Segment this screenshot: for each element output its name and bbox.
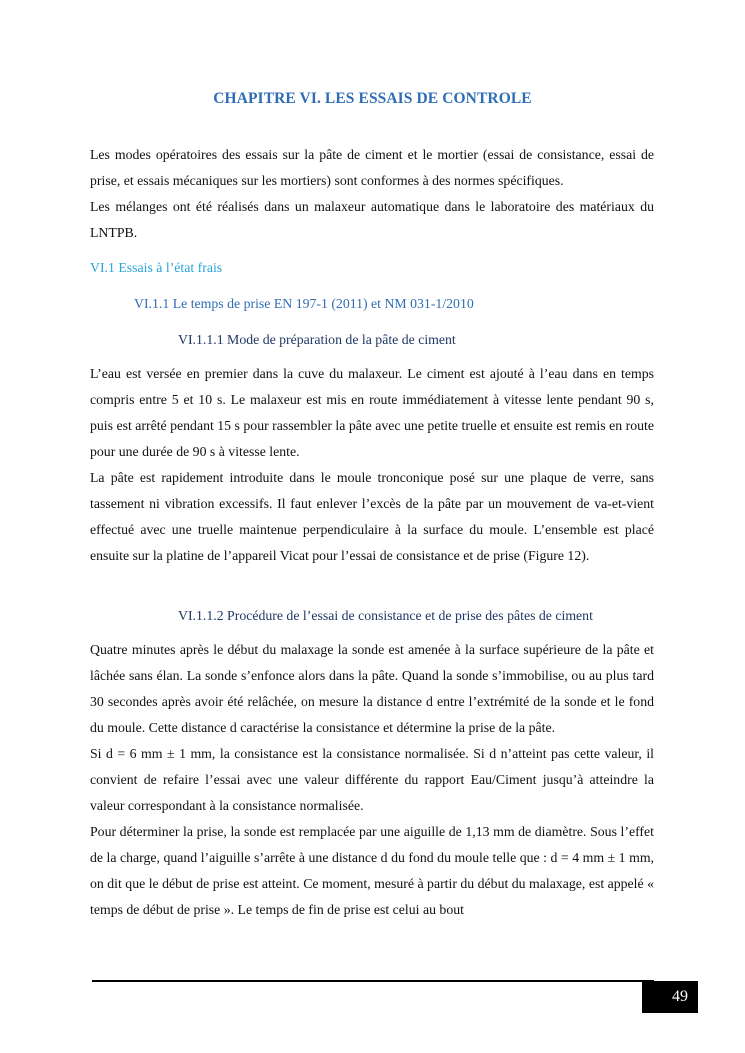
chapter-title: CHAPITRE VI. LES ESSAIS DE CONTROLE [213, 90, 532, 107]
procedure-text [90, 637, 654, 923]
subsection-heading-vi-1-1: VI.1.1 Le temps de prise EN 197-1 (2011) et NM 031-1/2010 [134, 296, 474, 311]
page-number: 49 [642, 981, 698, 1013]
procedure-paragraph-2: Si d = 6 mm ± 1 mm, la consistance est la consistance normalisée. Si d n’atteint pas cette valeur, il convient de refaire l’essai avec une valeur différente du rapport Eau/Ciment jusqu’à atteindre la valeur correspondant à la consistance normalisée. [90, 746, 654, 813]
preparation-text [90, 361, 654, 569]
procedure-paragraph-1: Quatre minutes après le début du malaxage la sonde est amenée à la surface supérieure de la pâte et lâchée sans élan. La sonde s’enfonce alors dans la pâte. Quand la sonde s’immobilise, ou au plus tard 30 secondes après avoir été relâchée, on mesure la distance d entre l’extrémité de la sonde et le fond du moule. Cette distance d caractérise la consistance et détermine la prise de la pâte. [90, 642, 654, 735]
footer-divider [92, 980, 654, 982]
intro-paragraph-1: Les modes opératoires des essais sur la pâte de ciment et le mortier (essai de consistance, essai de prise, et essais mécaniques sur les mortiers) sont conformes à des normes spécifiques. [90, 147, 654, 188]
preparation-paragraph-2: La pâte est rapidement introduite dans le moule tronconique posé sur une plaque de verre, sans tassement ni vibration excessifs. Il faut enlever l’excès de la pâte par un mouvement de va-et-vient effectué avec une truelle maintenue perpendiculaire à la surface du moule. L’ensemble est placé ensuite sur la platine de l’appareil Vicat pour l’essai de consistance et de prise (Figure 12). [90, 470, 654, 563]
preparation-paragraph-1: L’eau est versée en premier dans la cuve du malaxeur. Le ciment est ajouté à l’eau dans en temps compris entre 5 et 10 s. Le malaxeur est mis en route immédiatement à vitesse lente pendant 90 s, puis est arrêté pendant 15 s pour rassembler la pâte avec une petite truelle et ensuite est remis en route pour une durée de 90 s à vitesse lente. [90, 366, 654, 459]
intro-text [90, 142, 654, 246]
part-heading-vi-1-1-2: VI.1.1.2 Procédure de l’essai de consistance et de prise des pâtes de ciment [178, 608, 593, 623]
part-heading-vi-1-1-1: VI.1.1.1 Mode de préparation de la pâte de ciment [178, 332, 456, 347]
procedure-paragraph-3: Pour déterminer la prise, la sonde est remplacée par une aiguille de 1,13 mm de diamètre. Sous l’effet de la charge, quand l’aiguille s’arrête à une distance d du fond du moule telle que : d = 4 mm ± 1 mm, on dit que le début de prise est atteint. Ce moment, mesuré à partir du début du malaxage, est appelé « temps de début de prise ». Le temps de fin de prise est celui au bout [90, 824, 654, 917]
section-heading-vi-1: VI.1 Essais à l’état frais [90, 260, 223, 275]
intro-paragraph-2: Les mélanges ont été réalisés dans un malaxeur automatique dans le laboratoire des matériaux du LNTPB. [90, 199, 654, 240]
